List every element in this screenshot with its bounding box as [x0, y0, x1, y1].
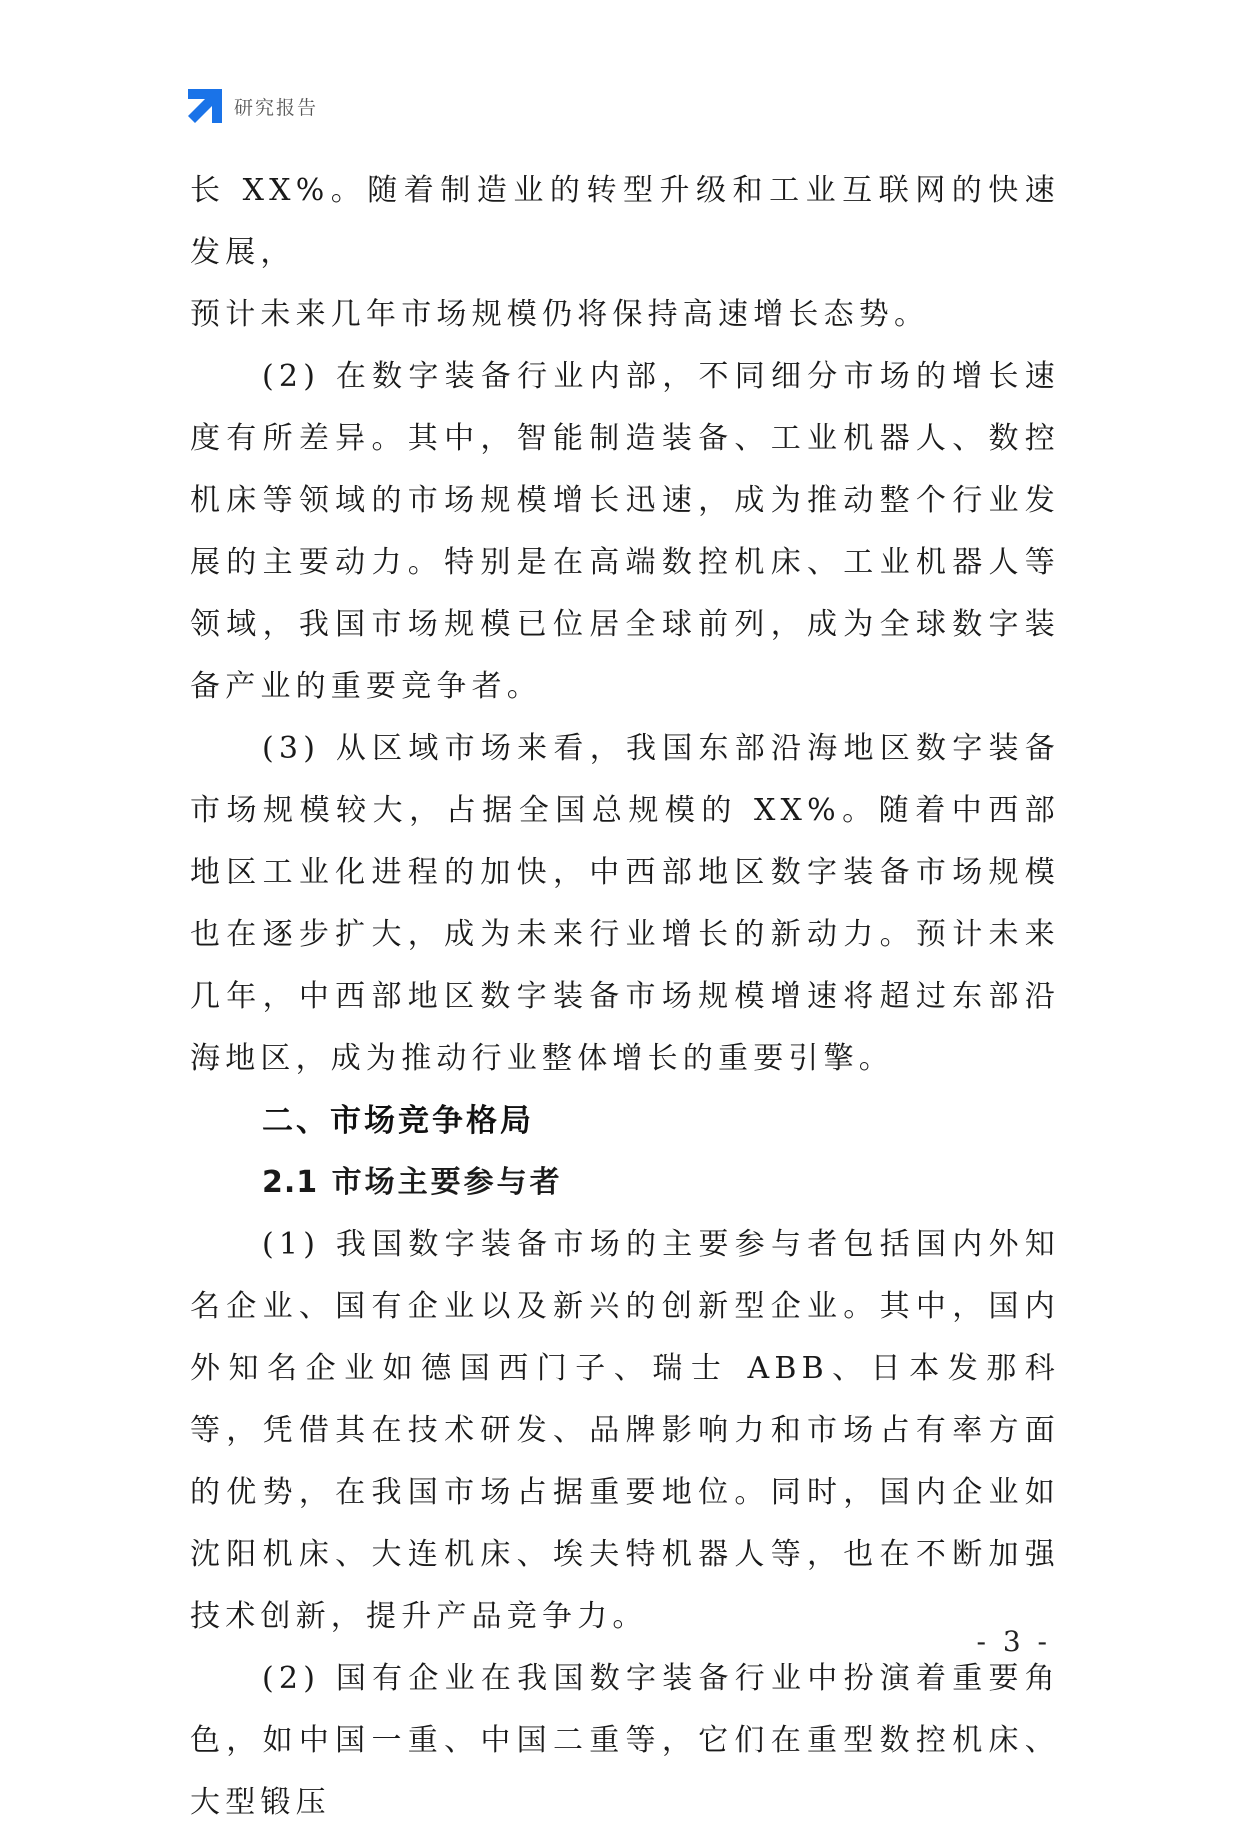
subsection-number: 2.1 — [262, 1165, 319, 1200]
section-heading: 二、市场竞争格局 — [262, 1103, 534, 1139]
page-header — [188, 88, 318, 124]
paragraph-3: (3) 从区域市场来看，我国东部沿海地区数字装备市场规模较大，占据全国总规模的 XX%。随着中西部地区工业化进程的加快，中西部地区数字装备市场规模也在逐步扩大，成为未来行业增长的新动力。预计未来几年，中西部地区数字装备市场规模增速将超过东部沿海地区，成为推动行业整体增长的重要引擎。 — [190, 731, 1060, 1076]
brand-label: 研究报告 — [234, 96, 319, 119]
subsection-title: 市场主要参与者 — [318, 1165, 563, 1200]
paragraph-continued-line-1: 长 XX%。随着制造业的转型升级和工业互联网的快速发展， — [190, 173, 1060, 270]
paragraph-5: (2) 国有企业在我国数字装备行业中扮演着重要角色，如中国一重、中国二重等，它们在重型数控机床、大型锻压 — [190, 1661, 1060, 1820]
arrow-logo-icon — [188, 89, 222, 123]
paragraph-continued-line-2: 预计未来几年市场规模仍将保持高速增长态势。 — [190, 297, 930, 332]
document-body — [190, 160, 1060, 1834]
paragraph-2: (2) 在数字装备行业内部，不同细分市场的增长速度有所差异。其中，智能制造装备、工业机器人、数控机床等领域的市场规模增长迅速，成为推动整个行业发展的主要动力。特别是在高端数控机床、工业机器人等领域，我国市场规模已位居全球前列，成为全球数字装备产业的重要竞争者。 — [190, 359, 1060, 704]
page-number: - 3 - — [976, 1625, 1051, 1658]
subsection-heading — [190, 1152, 1060, 1214]
paragraph-4: (1) 我国数字装备市场的主要参与者包括国内外知名企业、国有企业以及新兴的创新型企业。其中，国内外知名企业如德国西门子、瑞士 ABB、日本发那科等，凭借其在技术研发、品牌影响力和市场占有率方面的优势，在我国市场占据重要地位。同时，国内企业如沈阳机床、大连机床、埃夫特机器人等，也在不断加强技术创新，提升产品竞争力。 — [190, 1227, 1060, 1634]
